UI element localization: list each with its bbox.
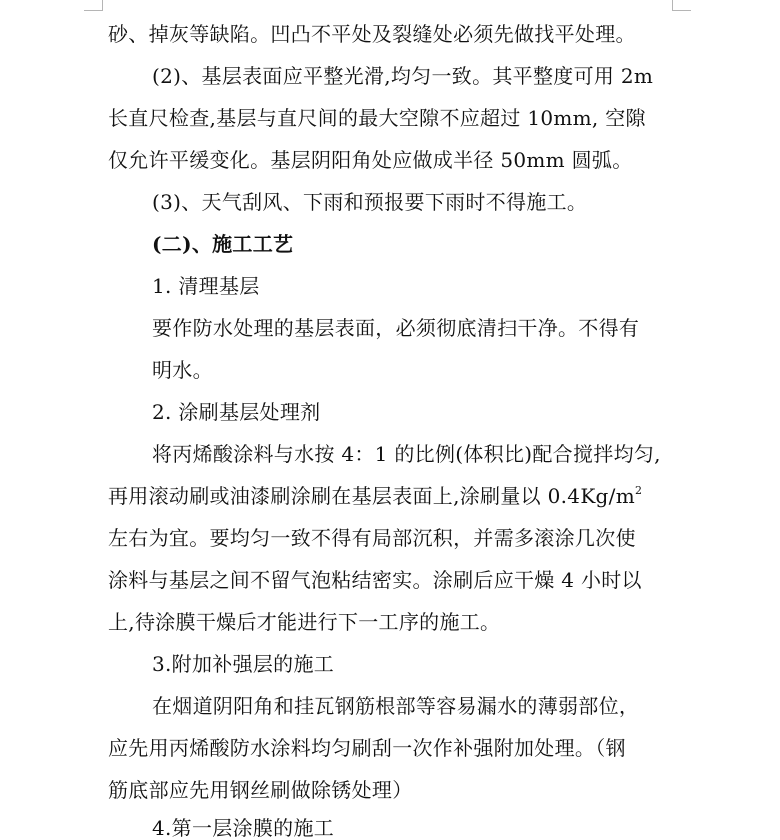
paragraph-line-5: (3)、天气刮风、下雨和预报要下雨时不得施工。 (152, 190, 588, 214)
paragraph-line-4: 仅允许平缓变化。基层阴阳角处应做成半径 50mm 圆弧。 (108, 148, 633, 172)
paragraph-line-13: 在烟道阴阳角和挂瓦钢筋根部等容易漏水的薄弱部位， (152, 694, 640, 718)
step-heading-1: 1. 清理基层 (152, 274, 260, 298)
right-margin-corner-mark (672, 0, 691, 11)
paragraph-line-11: 涂料与基层之间不留气泡粘结密实。涂刷后应干燥 4 小时以 (108, 568, 642, 592)
paragraph-line-15: 筋底部应先用钢丝刷做除锈处理） (108, 778, 413, 802)
paragraph-line-10: 左右为宜。要均匀一致不得有局部沉积，并需多滚涂几次使 (108, 526, 636, 550)
paragraph-line-3: 长直尺检查,基层与直尺间的最大空隙不应超过 10mm, 空隙 (108, 106, 646, 130)
paragraph-line-6: 要作防水处理的基层表面，必须彻底清扫干净。不得有 (152, 316, 640, 340)
paragraph-line-7: 明水。 (152, 358, 213, 382)
step-heading-3: 3.附加补强层的施工 (152, 652, 335, 676)
paragraph-line-9 (108, 484, 642, 508)
paragraph-line-2: (2)、基层表面应平整光滑,均匀一致。其平整度可用 2m (152, 64, 654, 88)
paragraph-line-14: 应先用丙烯酸防水涂料均匀刷刮一次作补强附加处理。（钢 (108, 736, 626, 760)
paragraph-line-12: 上,待涂膜干燥后才能进行下一工序的施工。 (108, 610, 501, 634)
paragraph-line-1: 砂、掉灰等缺陷。凹凸不平处及裂缝处必须先做找平处理。 (108, 22, 636, 46)
square-meter-superscript: 2 (634, 484, 643, 497)
section-heading: (二)、施工工艺 (152, 232, 294, 256)
paragraph-line-8: 将丙烯酸涂料与水按 4：1 的比例(体积比)配合搅拌均匀, (152, 442, 661, 466)
step-heading-4: 4.第一层涂膜的施工 (152, 816, 335, 840)
paragraph-line-9-text: 再用滚动刷或油漆刷涂刷在基层表面上,涂刷量以 0.4Kg/m (108, 484, 635, 508)
left-margin-corner-mark (84, 0, 103, 11)
step-heading-2: 2. 涂刷基层处理剂 (152, 400, 321, 424)
